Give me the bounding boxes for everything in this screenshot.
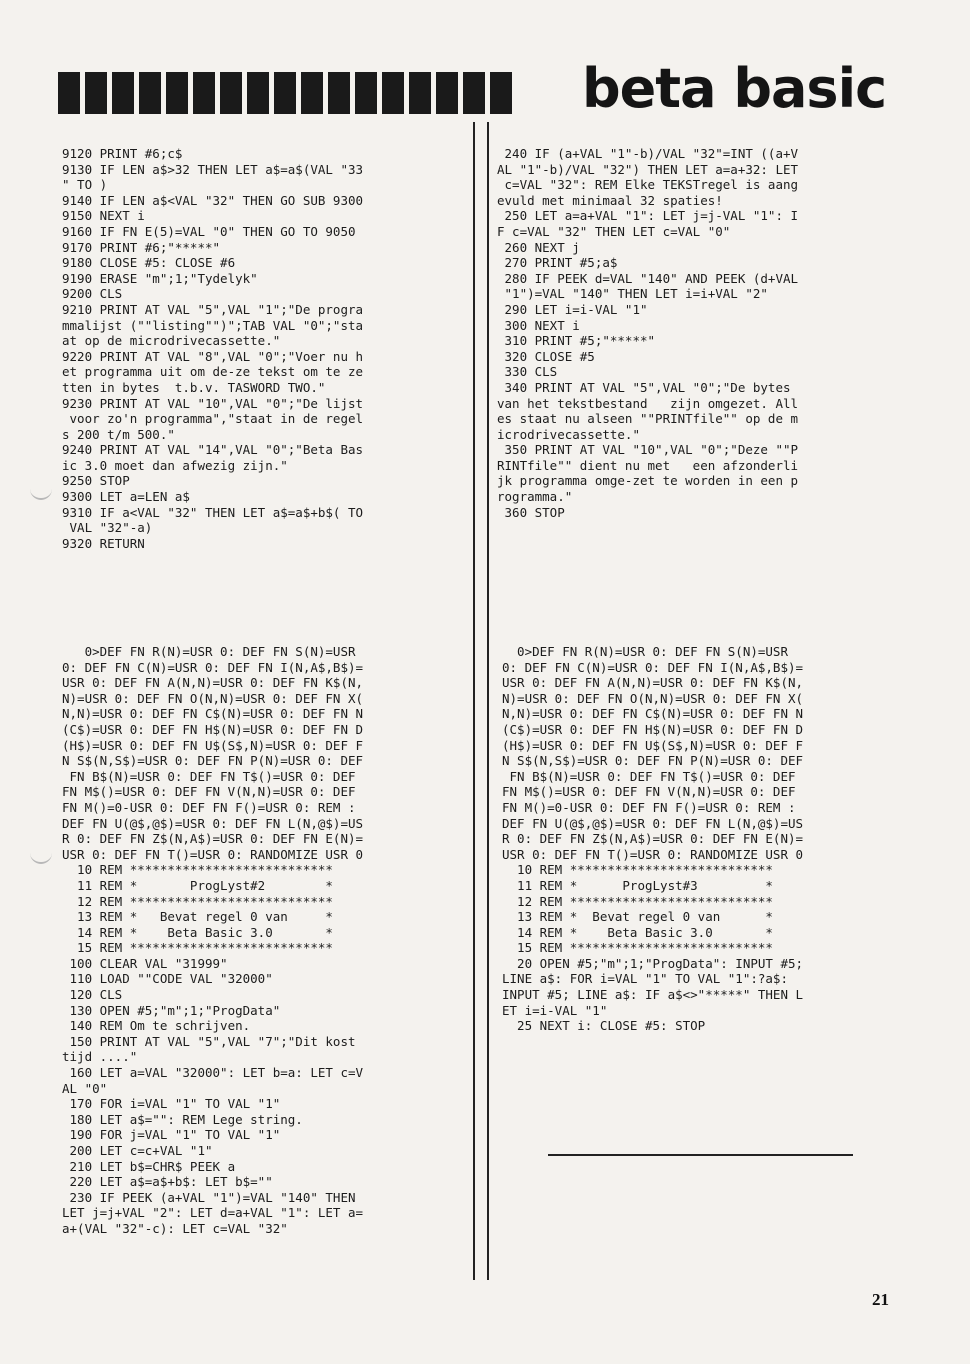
- code-line: 220 LET a$=a$+b$: LET b$="": [62, 1174, 273, 1190]
- code-line: FN M()=0-USR 0: DEF FN F()=USR 0: REM :: [62, 799, 356, 815]
- code-line: 0: DEF FN C(N)=USR 0: DEF FN I(N,A$,B$)=: [62, 659, 364, 675]
- code-line: 260 NEXT j: [497, 239, 580, 255]
- code-line: 9240 PRINT AT VAL "14",VAL "0";"Beta Bas: [62, 442, 364, 458]
- code-line: 25 NEXT i: CLOSE #5: STOP: [502, 1018, 706, 1034]
- code-line: ET i=i-VAL "1": [502, 1002, 608, 1018]
- listing-right-part1: [497, 146, 798, 520]
- code-line: 13 REM * Bevat regel 0 van *: [62, 909, 333, 925]
- code-line: 320 CLOSE #5: [497, 348, 595, 364]
- code-line: 9300 LET a=LEN a$: [62, 489, 190, 505]
- code-line: voor zo'n programma","staat in de regel: [62, 411, 364, 427]
- header-block: [490, 72, 512, 114]
- code-line: (H$)=USR 0: DEF FN U$(S$,N)=USR 0: DEF F: [502, 737, 804, 753]
- header-block: [328, 72, 350, 114]
- code-line: 14 REM * Beta Basic 3.0 *: [62, 924, 333, 940]
- code-line: 250 LET a=a+VAL "1": LET j=j-VAL "1": I: [497, 208, 799, 224]
- code-line: AL "1"-b)/VAL "32") THEN LET a=a+32: LET: [497, 161, 799, 177]
- code-line: 13 REM * Bevat regel 0 van *: [502, 909, 773, 925]
- code-line: 9130 IF LEN a$>32 THEN LET a$=a$(VAL "33: [62, 161, 364, 177]
- code-line: 150 PRINT AT VAL "5",VAL "7";"Dit kost: [62, 1033, 356, 1049]
- code-line: a+(VAL "32"-c): LET c=VAL "32": [62, 1220, 288, 1236]
- code-line: USR 0: DEF FN A(N,N)=USR 0: DEF FN K$(N,: [502, 675, 804, 691]
- header-block: [274, 72, 296, 114]
- code-line: 12 REM ***************************: [62, 893, 333, 909]
- end-rule: [548, 1154, 853, 1156]
- code-line: R 0: DEF FN Z$(N,A$)=USR 0: DEF FN E(N)=: [62, 831, 364, 847]
- code-line: 180 LET a$="": REM Lege string.: [62, 1111, 303, 1127]
- code-line: 310 PRINT #5;"*****": [497, 333, 656, 349]
- code-line: 330 CLS: [497, 364, 558, 380]
- code-line: 280 IF PEEK d=VAL "140" AND PEEK (d+VAL: [497, 270, 799, 286]
- header-block: [436, 72, 458, 114]
- code-line: evuld met minimaal 32 spaties!: [497, 192, 723, 208]
- code-line: USR 0: DEF FN T()=USR 0: RANDOMIZE USR 0: [502, 846, 804, 862]
- code-line: 0: DEF FN C(N)=USR 0: DEF FN I(N,A$,B$)=: [502, 659, 804, 675]
- code-line: 14 REM * Beta Basic 3.0 *: [502, 924, 773, 940]
- code-line: 110 LOAD ""CODE VAL "32000": [62, 971, 273, 987]
- code-line: 9160 IF FN E(5)=VAL "0" THEN GO TO 9050: [62, 223, 356, 239]
- code-line: N)=USR 0: DEF FN O(N,N)=USR 0: DEF FN X(: [62, 690, 364, 706]
- code-line: es staat nu alseen ""PRINTfile"" op de m: [497, 411, 799, 427]
- column-divider: [473, 122, 475, 1280]
- code-line: c=VAL "32": REM Elke TEKSTregel is aang: [497, 177, 799, 193]
- code-line: 9120 PRINT #6;c$: [62, 146, 183, 161]
- code-line: mmalijst (""listing"")";TAB VAL "0";"sta: [62, 317, 364, 333]
- code-line: FN M$()=USR 0: DEF FN V(N,N)=USR 0: DEF: [502, 784, 796, 800]
- code-line: 240 IF (a+VAL "1"-b)/VAL "32"=INT ((a+V: [497, 146, 799, 161]
- header-block: [463, 72, 485, 114]
- header-block-bar: [58, 72, 512, 114]
- brand-title: beta basic: [582, 57, 887, 120]
- code-line: 10 REM ***************************: [502, 862, 773, 878]
- code-line: N,N)=USR 0: DEF FN C$(N)=USR 0: DEF FN N: [62, 706, 364, 722]
- code-line: 9230 PRINT AT VAL "10",VAL "0";"De lijst: [62, 395, 364, 411]
- code-line: 9200 CLS: [62, 286, 123, 302]
- code-line: N,N)=USR 0: DEF FN C$(N)=USR 0: DEF FN N: [502, 706, 804, 722]
- code-line: 0>DEF FN R(N)=USR 0: DEF FN S(N)=USR: [502, 644, 788, 659]
- code-line: s 200 t/m 500.": [62, 426, 175, 442]
- header-block: [301, 72, 323, 114]
- code-line: DEF FN U(@$,@$)=USR 0: DEF FN L(N,@$)=US: [502, 815, 804, 831]
- listing-left-part2: [62, 644, 363, 1237]
- code-line: 9320 RETURN: [62, 535, 145, 551]
- code-line: 290 LET i=i-VAL "1": [497, 301, 648, 317]
- code-line: INPUT #5; LINE a$: IF a$<>"*****" THEN L: [502, 987, 804, 1003]
- code-line: 360 STOP: [497, 504, 565, 520]
- code-line: 20 OPEN #5;"m";1;"ProgData": INPUT #5;: [502, 955, 804, 971]
- code-line: 9170 PRINT #6;"*****": [62, 239, 221, 255]
- code-line: 11 REM * ProgLyst#3 *: [502, 877, 773, 893]
- punch-hole-mark: [30, 848, 52, 864]
- code-line: tijd ....": [62, 1049, 138, 1065]
- code-line: 120 CLS: [62, 987, 123, 1003]
- code-line: 9190 ERASE "m";1;"Tydelyk": [62, 270, 258, 286]
- header-block: [355, 72, 377, 114]
- code-line: et programma uit om de-ze tekst om te ze: [62, 364, 364, 380]
- code-line: 9220 PRINT AT VAL "8",VAL "0";"Voer nu h: [62, 348, 364, 364]
- code-line: 270 PRINT #5;a$: [497, 255, 618, 271]
- page-number: 21: [872, 1290, 889, 1309]
- code-line: VAL "32"-a): [62, 520, 153, 536]
- code-line: 11 REM * ProgLyst#2 *: [62, 877, 333, 893]
- code-line: at op de microdrivecassette.": [62, 333, 281, 349]
- code-line: 9310 IF a<VAL "32" THEN LET a$=a$+b$( TO: [62, 504, 364, 520]
- column-divider-right: [487, 122, 489, 1280]
- code-line: 9140 IF LEN a$<VAL "32" THEN GO SUB 9300: [62, 192, 364, 208]
- code-line: 160 LET a=VAL "32000": LET b=a: LET c=V: [62, 1065, 364, 1081]
- code-line: ic 3.0 moet dan afwezig zijn.": [62, 457, 288, 473]
- code-line: 0>DEF FN R(N)=USR 0: DEF FN S(N)=USR: [62, 644, 356, 659]
- code-line: 9180 CLOSE #5: CLOSE #6: [62, 255, 236, 271]
- code-line: (C$)=USR 0: DEF FN H$(N)=USR 0: DEF FN D: [62, 721, 364, 737]
- code-line: FN M$()=USR 0: DEF FN V(N,N)=USR 0: DEF: [62, 784, 356, 800]
- code-line: 130 OPEN #5;"m";1;"ProgData": [62, 1002, 281, 1018]
- code-line: F c=VAL "32" THEN LET c=VAL "0": [497, 223, 731, 239]
- punch-hole-mark: [30, 484, 52, 500]
- code-line: N S$(N,S$)=USR 0: DEF FN P(N)=USR 0: DEF: [502, 753, 804, 769]
- header-block: [139, 72, 161, 114]
- code-line: N)=USR 0: DEF FN O(N,N)=USR 0: DEF FN X(: [502, 690, 804, 706]
- code-line: FN M()=0-USR 0: DEF FN F()=USR 0: REM :: [502, 799, 796, 815]
- code-line: (H$)=USR 0: DEF FN U$(S$,N)=USR 0: DEF F: [62, 737, 364, 753]
- code-line: 9210 PRINT AT VAL "5",VAL "1";"De progra: [62, 301, 364, 317]
- header-block: [58, 72, 80, 114]
- code-line: tten in bytes t.b.v. TASWORD TWO.": [62, 379, 326, 395]
- code-line: "1")=VAL "140" THEN LET i=i+VAL "2": [497, 286, 768, 302]
- code-line: 100 CLEAR VAL "31999": [62, 955, 228, 971]
- header-block: [166, 72, 188, 114]
- header-block: [382, 72, 404, 114]
- code-line: LET j=j+VAL "2": LET d=a+VAL "1": LET a=: [62, 1205, 364, 1221]
- code-line: 230 IF PEEK (a+VAL "1")=VAL "140" THEN: [62, 1189, 356, 1205]
- code-line: FN B$(N)=USR 0: DEF FN T$()=USR 0: DEF: [62, 768, 356, 784]
- listing-right-part2: [502, 644, 803, 1034]
- header-block: [112, 72, 134, 114]
- code-line: R 0: DEF FN Z$(N,A$)=USR 0: DEF FN E(N)=: [502, 831, 804, 847]
- code-line: rogramma.": [497, 489, 573, 505]
- code-line: van het tekstbestand zijn omgezet. All: [497, 395, 799, 411]
- code-line: " TO ): [62, 177, 108, 193]
- code-line: USR 0: DEF FN T()=USR 0: RANDOMIZE USR 0: [62, 846, 364, 862]
- code-line: 350 PRINT AT VAL "10",VAL "0";"Deze ""P: [497, 442, 799, 458]
- header-block: [193, 72, 215, 114]
- code-line: 200 LET c=c+VAL "1": [62, 1143, 213, 1158]
- header-block: [85, 72, 107, 114]
- code-line: USR 0: DEF FN A(N,N)=USR 0: DEF FN K$(N,: [62, 675, 364, 691]
- code-line: 340 PRINT AT VAL "5",VAL "0";"De bytes: [497, 379, 791, 395]
- code-line: (C$)=USR 0: DEF FN H$(N)=USR 0: DEF FN D: [502, 721, 804, 737]
- code-line: 140 REM Om te schrijven.: [62, 1018, 251, 1034]
- code-line: DEF FN U(@$,@$)=USR 0: DEF FN L(N,@$)=US: [62, 815, 364, 831]
- code-line: RINTfile"" dient nu met een afzonderli: [497, 457, 799, 473]
- code-line: icrodrivecassette.": [497, 426, 640, 442]
- code-line: N S$(N,S$)=USR 0: DEF FN P(N)=USR 0: DEF: [62, 753, 364, 769]
- code-line: LINE a$: FOR i=VAL "1" TO VAL "1":?a$:: [502, 971, 788, 987]
- header-block: [247, 72, 269, 114]
- code-line: 170 FOR i=VAL "1" TO VAL "1": [62, 1096, 281, 1112]
- code-line: 9250 STOP: [62, 473, 130, 489]
- header-block: [220, 72, 242, 114]
- code-line: AL "0": [62, 1080, 108, 1096]
- code-line: FN B$(N)=USR 0: DEF FN T$()=USR 0: DEF: [502, 768, 796, 784]
- listing-left-part1: [62, 146, 363, 551]
- code-line: 9150 NEXT i: [62, 208, 145, 224]
- code-line: 15 REM ***************************: [62, 940, 333, 956]
- code-line: 12 REM ***************************: [502, 893, 773, 909]
- code-line: jk programma omge-zet te worden in een p: [497, 473, 799, 489]
- code-line: 300 NEXT i: [497, 317, 580, 333]
- code-line: 190 FOR j=VAL "1" TO VAL "1": [62, 1127, 281, 1143]
- code-line: 15 REM ***************************: [502, 940, 773, 956]
- code-line: 10 REM ***************************: [62, 862, 333, 878]
- code-line: 210 LET b$=CHR$ PEEK a: [62, 1158, 236, 1174]
- header-block: [409, 72, 431, 114]
